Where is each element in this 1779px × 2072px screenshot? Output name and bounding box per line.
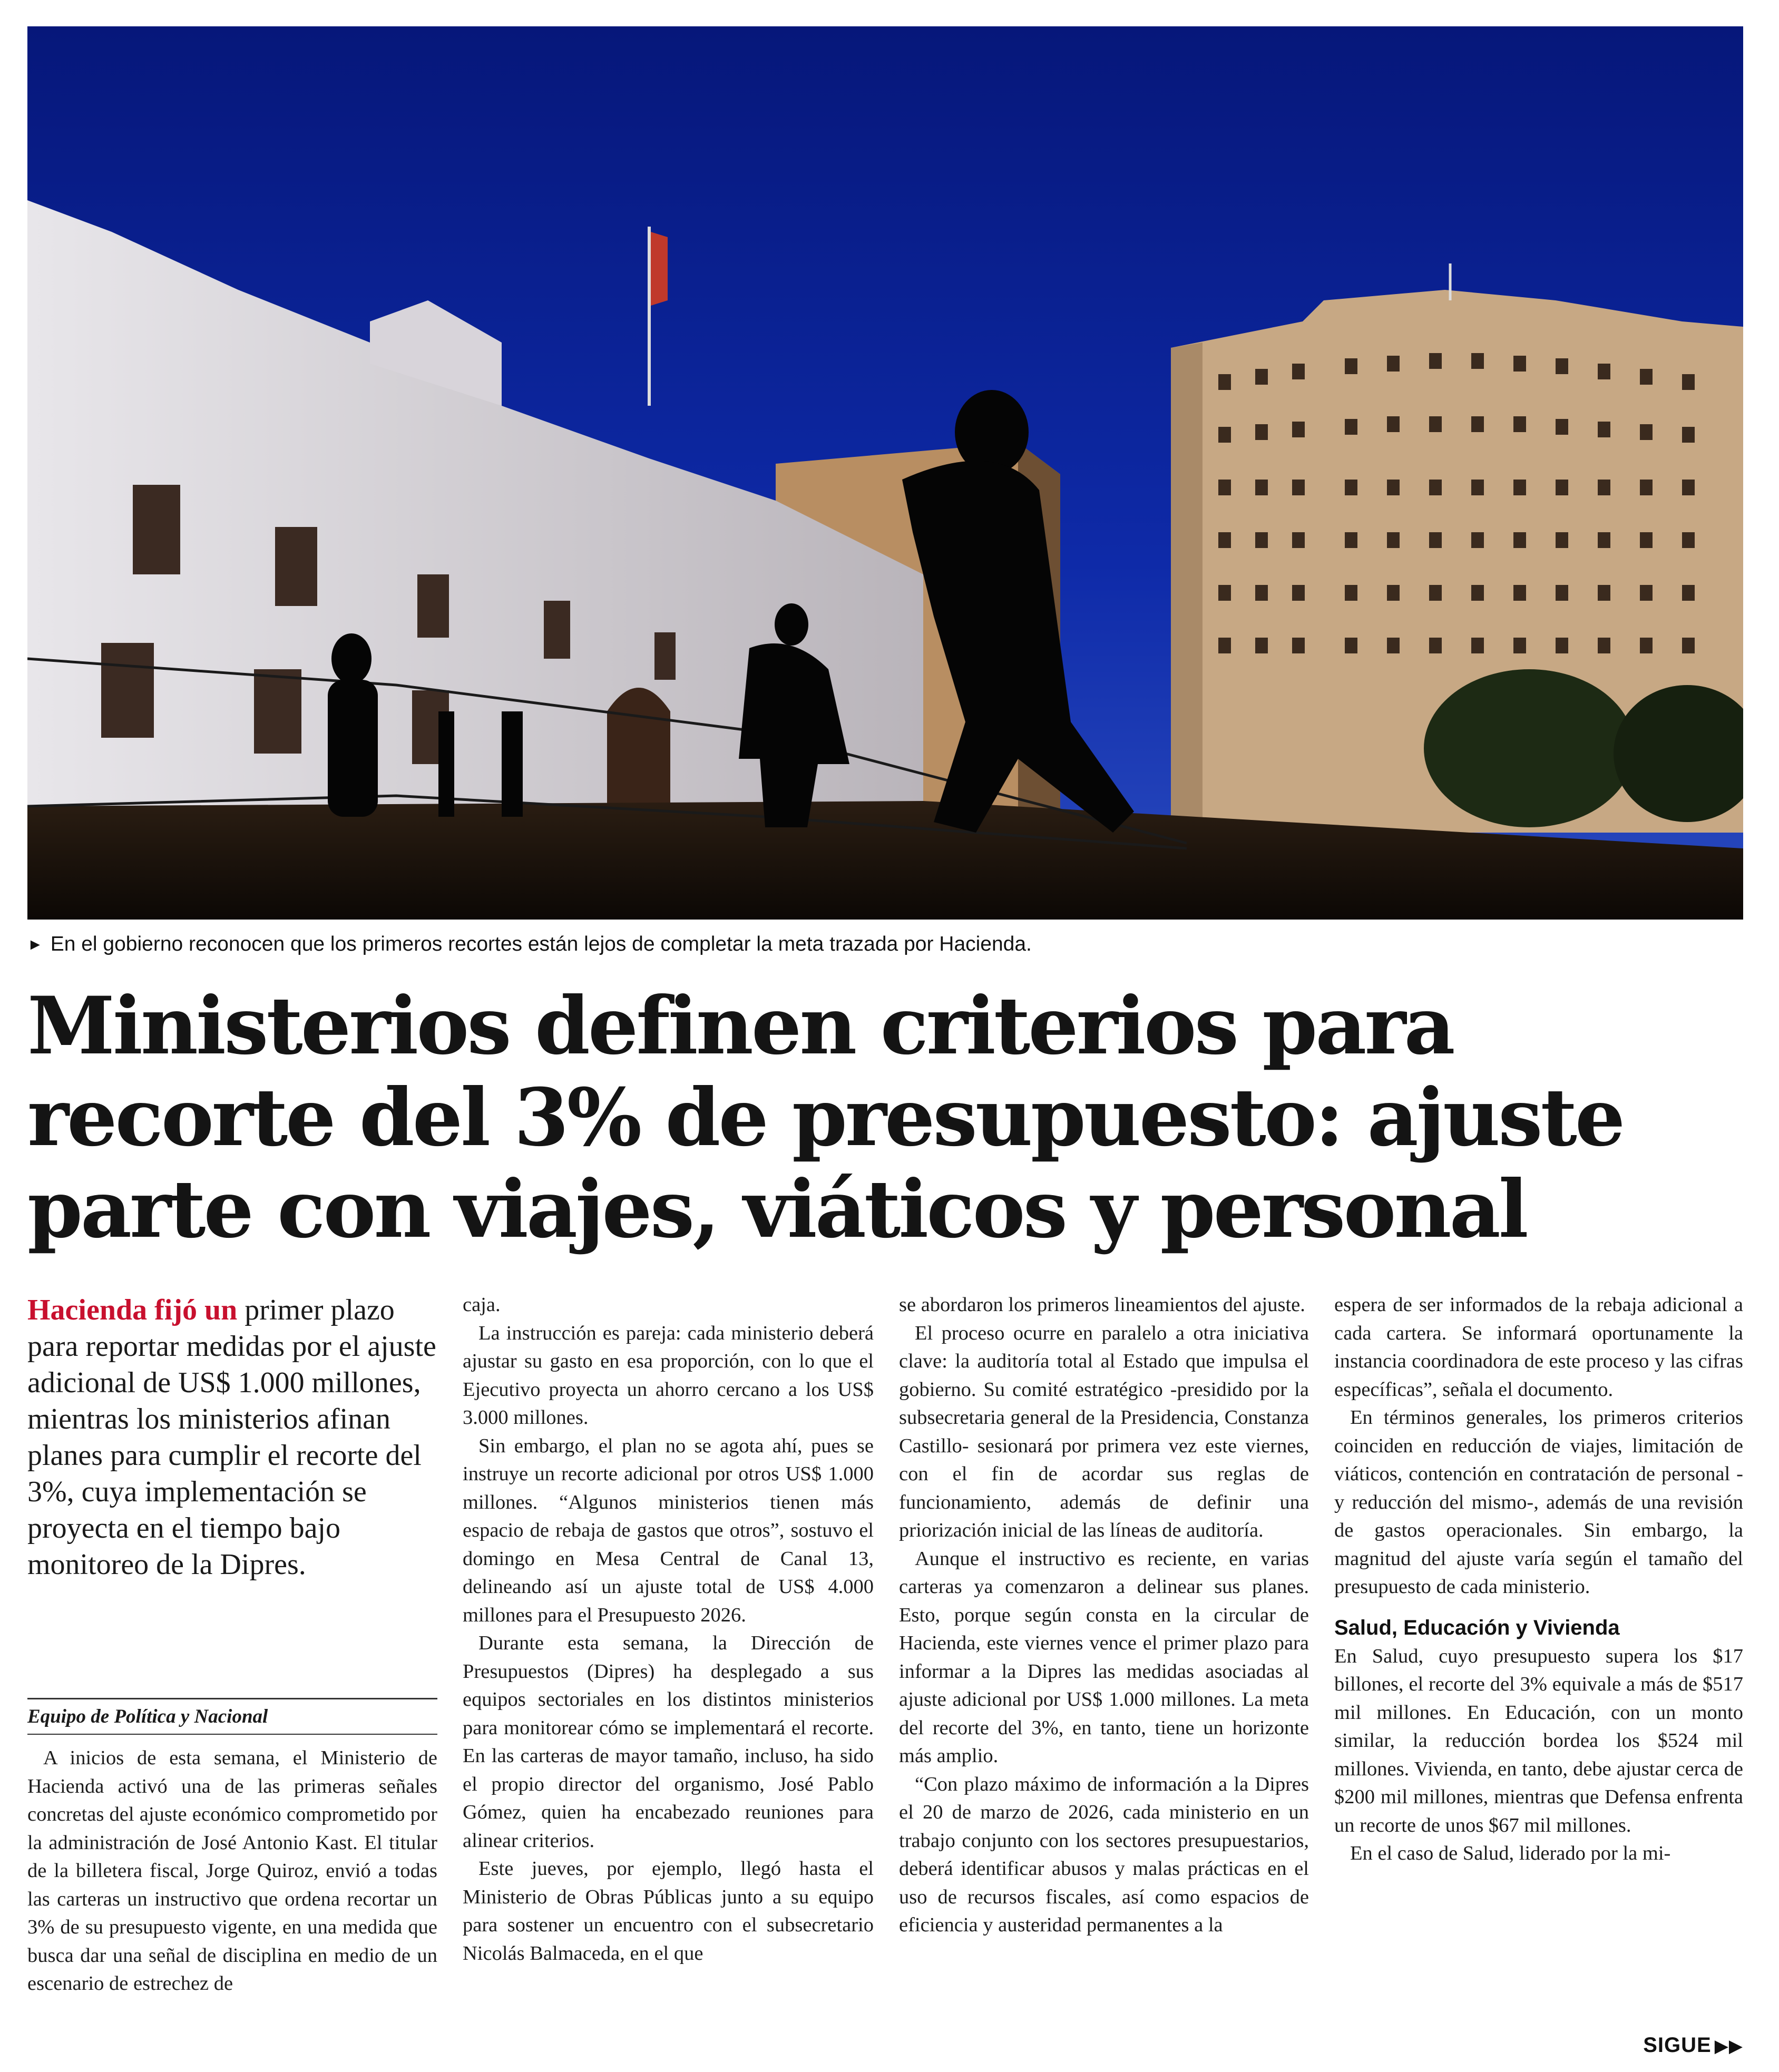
body-paragraph: El proceso ocurre en paralelo a otra iniciativa clave: la auditoría total al Estado que impulsa el gobierno. Su comité estratégico -presidido por la subsecretaria general de la Presidencia, Constanza Castillo- sesionará por primera vez este viernes, con el fin de acordar sus reglas de funcionamiento, además de definir una priorización inicial de las líneas de auditoría. [899, 1322, 1309, 1541]
continue-label: SIGUE [1643, 2034, 1712, 2057]
body-paragraph: La instrucción es pareja: cada ministerio deberá ajustar su gasto en esa proporción, con lo que el Ejecutivo proyecta un ahorro cercano a los US$ 3.000 millones. [463, 1322, 874, 1429]
caption-triangle-icon: ► [27, 936, 43, 953]
caption-text: En el gobierno reconocen que los primeros recortes están lejos de completar la meta trazada por Hacienda. [50, 933, 1032, 955]
lead-text: primer plazo para reportar medidas por el ajuste adicional de US$ 1.000 millones, mientras los ministerios afinan planes para cumplir el recorte del 3%, cuya implementación se proyecta en el tiempo bajo monitoreo de la Dipres. [27, 1294, 436, 1581]
lead-kicker: Hacienda fijó un [27, 1294, 238, 1326]
lead-paragraph [27, 1292, 444, 1583]
lead-photo [27, 26, 1743, 920]
body-paragraph: En el caso de Salud, liderado por la mi- [1350, 1842, 1671, 1864]
body-paragraph: Este jueves, por ejemplo, llegó hasta el Ministerio de Obras Públicas junto a su equipo para sostener un encuentro con el subsecretario Nicolás Balmaceda, en el que [463, 1858, 874, 1965]
continue-marker [1643, 2032, 1743, 2059]
headline [27, 980, 1743, 1255]
body-paragraph: A inicios de esta semana, el Ministerio de Hacienda activó una de las primeras señales concretas del ajuste económico comprometido por la administración de José Antonio Kast. El titular de la billetera fiscal, Jorge Quiroz, envió a todas las carteras un instructivo que ordena recortar un 3% de su presupuesto vigente, en una medida que busca dar una señal de disciplina en medio de un escenario de estrechez de [27, 1747, 437, 1995]
headline-line-1: Ministerios definen criterios para [27, 980, 1453, 1072]
body-paragraph: espera de ser informados de la rebaja adicional a cada cartera. Se informará oportunamente la instancia coordinadora de este proceso y las cifras específicas”, señala el documento. [1334, 1294, 1743, 1401]
body-column-4 [1334, 1291, 1743, 1868]
byline: Equipo de Política y Nacional [27, 1706, 268, 1727]
body-column-1 [27, 1744, 437, 1998]
body-paragraph: “Con plazo máximo de información a la Dipres el 20 de marzo de 2026, cada ministerio en un trabajo conjunto con los sectores presupuestarios, deberá identificar abusos y malas prácticas en el uso de recursos fiscales, así como espacios de eficiencia y austeridad permanentes a la [899, 1773, 1309, 1936]
body-paragraph: Durante esta semana, la Dirección de Presupuestos (Dipres) ha desplegado a sus equipos sectoriales en los distintos ministerios para monitorear cómo se implementará el recorte. En las carteras de mayor tamaño, incluso, ha sido el propio director del organismo, José Pablo Gómez, quien ha encabezado reuniones para alinear criterios. [463, 1632, 874, 1852]
body-paragraph: En Salud, cuyo presupuesto supera los $17 billones, el recorte del 3% equivale a más de $517 mil millones. En Educación, con un monto similar, la reducción bordea los $524 mil millones. Vivienda, en tanto, debe ajustar cerca de $200 mil millones, mientras que Defensa enfrenta un recorte de unos $67 mil millones. [1334, 1645, 1743, 1836]
photo-caption [27, 929, 1743, 960]
headline-line-3: parte con viajes, viáticos y personal [27, 1163, 1527, 1256]
body-paragraph: caja. [463, 1294, 501, 1316]
body-paragraph: Aunque el instructivo es reciente, en varias carteras ya comenzaron a delinear sus planes. Esto, porque según consta en la circular de Hacienda, este viernes vence el primer plazo para informar a la Dipres las medidas asociadas al ajuste adicional por US$ 1.000 millones. La meta del recorte del 3%, en tanto, tiene un horizonte más amplio. [899, 1547, 1309, 1767]
byline-divider-top [27, 1698, 437, 1699]
photo-government-palace-icon [27, 26, 1743, 920]
section-subhead: Salud, Educación y Vivienda [1334, 1616, 1620, 1639]
body-paragraph: Sin embargo, el plan no se agota ahí, pues se instruye un recorte adicional por otros US$ 1.000 millones. “Algunos ministerios tienen más espacio de rebaja de gastos que otros”, sostuvo el domingo en Mesa Central de Canal 13, delineando así un ajuste total de US$ 4.000 millones para el Presupuesto 2026. [463, 1434, 874, 1626]
double-arrow-icon: ▶▶ [1714, 2036, 1743, 2056]
byline-divider-bottom [27, 1734, 437, 1735]
headline-line-2: recorte del 3% de presupuesto: ajuste [27, 1071, 1624, 1164]
body-paragraph: se abordaron los primeros lineamientos del ajuste. [899, 1294, 1305, 1316]
body-column-2 [463, 1291, 874, 1968]
body-paragraph: En términos generales, los primeros criterios coinciden en reducción de viajes, limitación de viáticos, contención en contratación de personal -y reducción del mismo-, además de una revisión de gastos operacionales. Sin embargo, la magnitud del ajuste varía según el tamaño del presupuesto de cada ministerio. [1334, 1406, 1743, 1598]
body-column-3 [899, 1291, 1309, 1940]
